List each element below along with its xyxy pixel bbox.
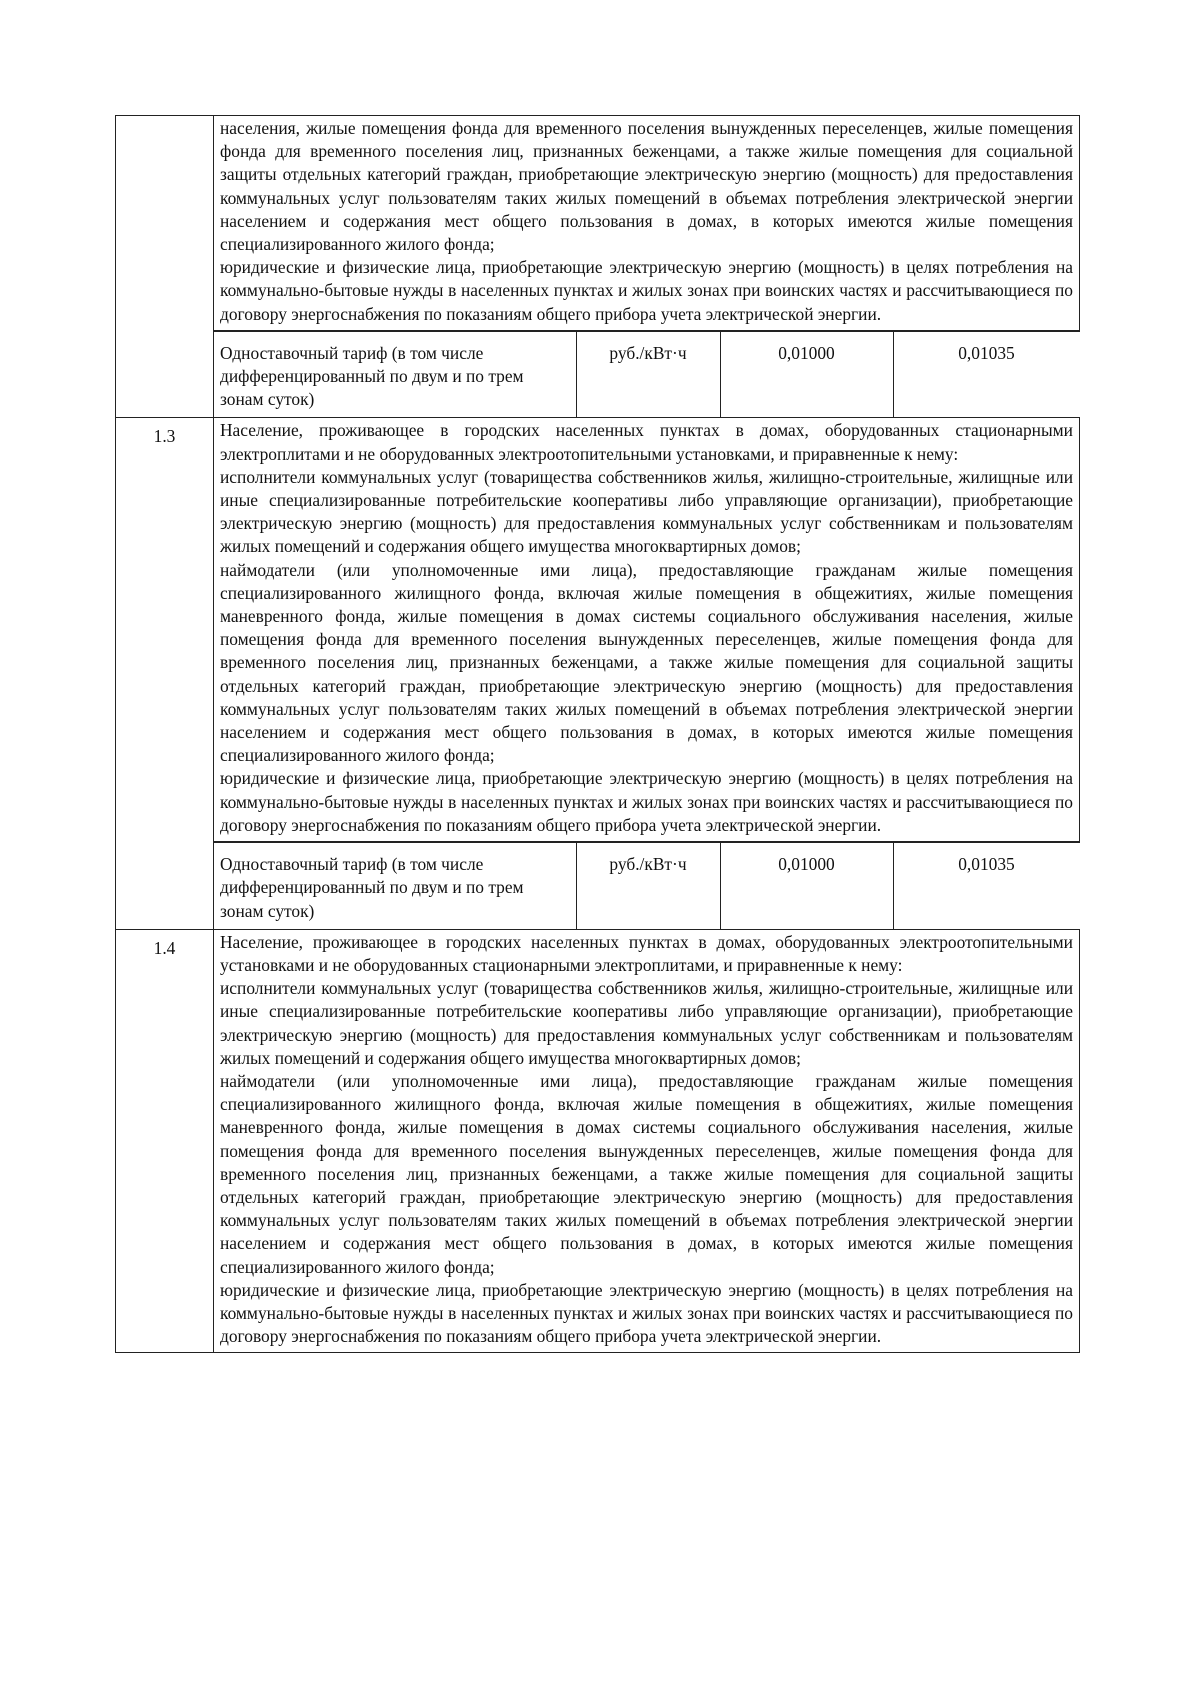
row-number-cell (116, 116, 214, 418)
tariff-values (214, 842, 1080, 929)
tariff-value-1: 0,01000 (720, 331, 893, 417)
row-description (214, 418, 1080, 842)
tariff-unit: руб./кВт·ч (576, 843, 720, 929)
table-row-1-3 (116, 418, 1080, 842)
table-row-continuation (116, 116, 1080, 331)
tariff-table (115, 115, 1080, 1353)
table-row-1-4 (116, 929, 1080, 1353)
row-number-cell: 1.4 (116, 929, 214, 1353)
tariff-value-2: 0,01035 (893, 331, 1080, 417)
paragraph: Население, проживающее в городских населенных пунктах в домах, оборудованных электроотопительными установками и не оборудованных стационарными электроплитами, и приравненные к нему: (220, 931, 1073, 975)
tariff-subrow (116, 330, 1080, 418)
tariff-value-1: 0,01000 (720, 843, 893, 929)
row-number-cell: 1.3 (116, 418, 214, 929)
tariff-subrow (116, 842, 1080, 930)
tariff-name: Одноставочный тариф (в том числе дифференцированный по двум и по трем зонам суток) (214, 331, 576, 417)
tariff-unit: руб./кВт·ч (576, 331, 720, 417)
paragraph: Население, проживающее в городских населенных пунктах в домах, оборудованных стационарными электроплитами и не оборудованных электроотопительными установками, и приравненные к нему: (220, 420, 1073, 464)
paragraph: юридические и физические лица, приобретающие электрическую энергию (мощность) в целях потребления на коммунально-бытовые нужды в населенных пунктах и жилых зонах при воинских частях и рассчитывающиеся по договору энергоснабжения по показаниям общего прибора учета электрической энергии. (220, 1279, 1073, 1347)
row-description (214, 116, 1080, 331)
paragraph: населения, жилые помещения фонда для временного поселения вынужденных переселенцев, жилые помещения фонда для временного поселения лиц, признанных беженцами, а также жилые помещения для социальной защиты отдельных категорий граждан, приобретающие электрическую энергию (мощность) для предоставления коммунальных услуг пользователям таких жилых помещений в объемах потребления электрической энергии населением и содержания мест общего пользования в домах, в которых имеются жилые помещения специализированного жилого фонда; (220, 118, 1073, 255)
paragraph: юридические и физические лица, приобретающие электрическую энергию (мощность) в целях потребления на коммунально-бытовые нужды в населенных пунктах и жилых зонах при воинских частях и рассчитывающиеся по договору энергоснабжения по показаниям общего прибора учета электрической энергии. (220, 768, 1073, 835)
paragraph: наймодатели (или уполномоченные ими лица), предоставляющие гражданам жилые помещения специализированного жилищного фонда, включая жилые помещения в общежитиях, жилые помещения маневренного фонда, жилые помещения в домах системы социального обслуживания населения, жилые помещения фонда для временного поселения вынужденных переселенцев, жилые помещения фонда для временного поселения лиц, признанных беженцами, а также жилые помещения для социальной защиты отдельных категорий граждан, приобретающие электрическую энергию (мощность) для предоставления коммунальных услуг пользователям таких жилых помещений в объемах потребления электрической энергии населением и содержания мест общего пользования в домах, в которых имеются жилые помещения специализированного жилого фонда; (220, 559, 1073, 766)
tariff-value-2: 0,01035 (893, 843, 1080, 929)
tariff-name: Одноставочный тариф (в том числе дифференцированный по двум и по трем зонам суток) (214, 843, 576, 929)
paragraph: исполнители коммунальных услуг (товарищества собственников жилья, жилищно-строительные, жилищные или иные специализированные потребительские кооперативы либо управляющие организации), приобретающие электрическую энергию (мощность) для предоставления коммунальных услуг собственникам и пользователям жилых помещений и содержания общего имущества многоквартирных домов; (220, 978, 1073, 1068)
tariff-values (214, 331, 1080, 418)
row-description (214, 929, 1080, 1353)
paragraph: наймодатели (или уполномоченные ими лица), предоставляющие гражданам жилые помещения специализированного жилищного фонда, включая жилые помещения в общежитиях, жилые помещения маневренного фонда, жилые помещения в домах системы социального обслуживания населения, жилые помещения фонда для временного поселения вынужденных переселенцев, жилые помещения фонда для временного поселения лиц, признанных беженцами, а также жилые помещения для социальной защиты отдельных категорий граждан, приобретающие электрическую энергию (мощность) для предоставления коммунальных услуг пользователям таких жилых помещений в объемах потребления электрической энергии населением и содержания мест общего пользования в домах, в которых имеются жилые помещения специализированного жилого фонда; (220, 1070, 1073, 1277)
paragraph: исполнители коммунальных услуг (товарищества собственников жилья, жилищно-строительные, жилищные или иные специализированные потребительские кооперативы либо управляющие организации), приобретающие электрическую энергию (мощность) для предоставления коммунальных услуг собственникам и пользователям жилых помещений и содержания общего имущества многоквартирных домов; (220, 466, 1073, 557)
paragraph: юридические и физические лица, приобретающие электрическую энергию (мощность) в целях потребления на коммунально-бытовые нужды в населенных пунктах и жилых зонах при воинских частях и рассчитывающиеся по договору энергоснабжения по показаниям общего прибора учета электрической энергии. (220, 257, 1073, 324)
